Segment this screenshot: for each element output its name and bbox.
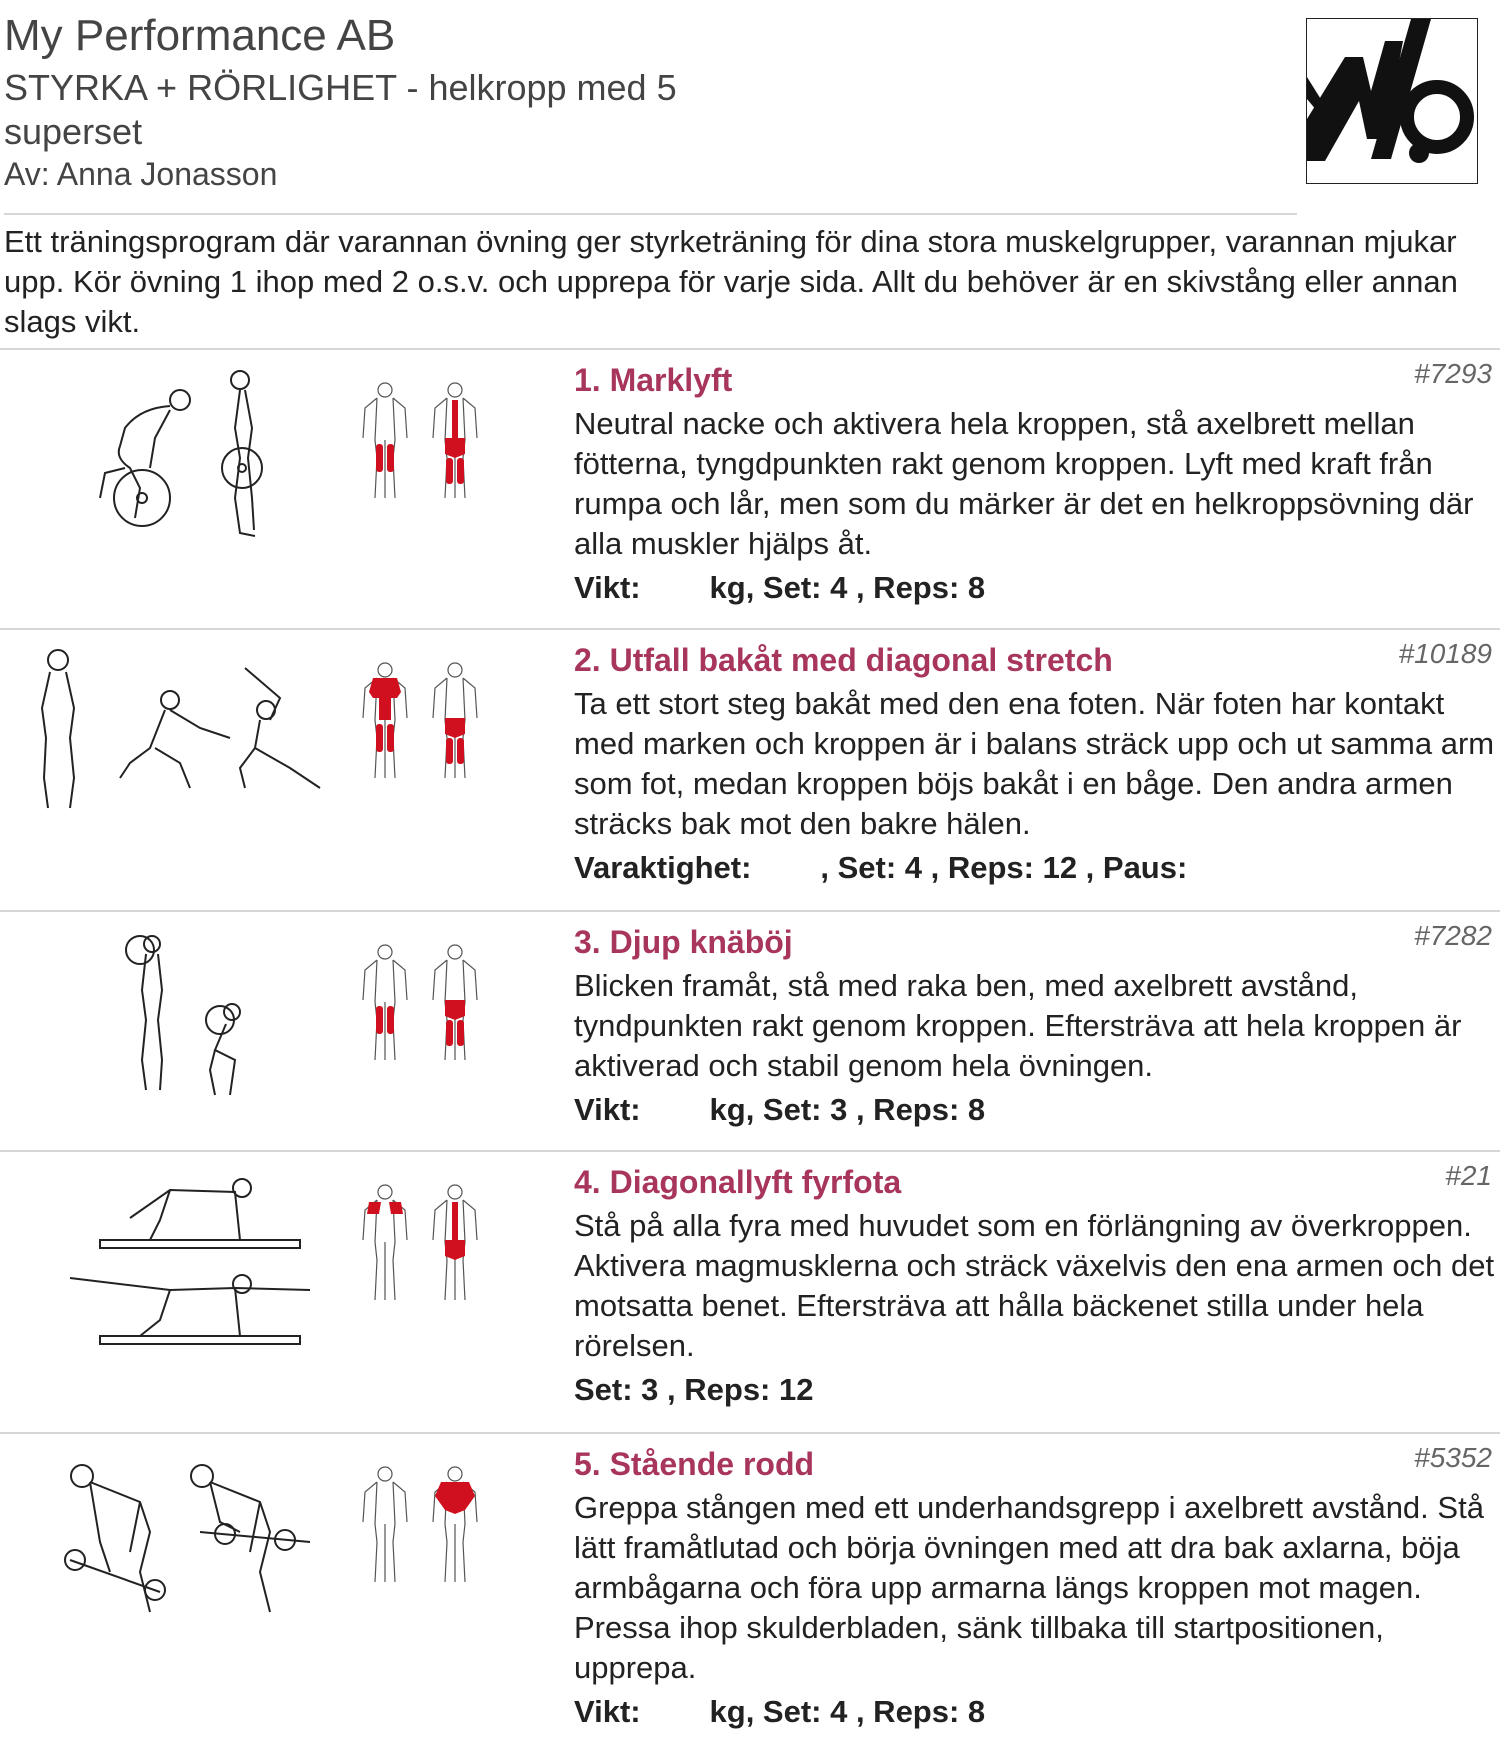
exercise-text [574,1440,1498,1732]
exercise-divider [0,1150,1500,1152]
muscle-map-core-legs-icon [355,658,495,798]
bent-over-row-illustration-icon [30,1442,330,1692]
exercise-params: Vikt: kg, Set: 3 , Reps: 8 [574,1092,986,1127]
exercise-item [0,1150,1500,1432]
exercise-item [0,348,1500,628]
exercise-divider [0,1432,1500,1434]
exercise-id: #7293 [1414,358,1492,389]
exercise-title: 5. Stående rodd [574,1446,815,1482]
exercise-id: #21 [1445,1160,1492,1191]
muscle-map-shoulders-back-icon [355,1180,495,1320]
bird-dog-illustration-icon [30,1160,330,1410]
exercise-title: 3. Djup knäböj [574,924,793,960]
exercise-divider [0,628,1500,630]
deadlift-illustration-icon [30,358,330,608]
exercise-text [574,1158,1498,1410]
program-author: Av: Anna Jonasson [4,156,278,192]
my-logo-icon [1306,18,1478,184]
muscle-map-legs-glutes-icon [355,940,495,1080]
exercise-params: Vikt: kg, Set: 4 , Reps: 8 [574,1694,986,1729]
exercise-description: Greppa stången med ett underhandsgrepp i axelbrett avstånd. Stå lätt framåtlutad och börja övningen med att dra bak axlarna, böja armbågarna och föra upp armarna längs kroppen mot magen. Pressa ihop skulderbladen, sänk tillbaka till startpositionen, upprepa. [574,1490,1484,1685]
exercise-divider [0,910,1500,912]
exercise-text [574,636,1498,888]
exercise-item [0,1432,1500,1738]
exercise-text [574,356,1498,608]
company-name: My Performance AB [4,11,396,60]
exercise-params: Varaktighet: , Set: 4 , Reps: 12 , Paus: [574,850,1188,885]
exercise-title: 2. Utfall bakåt med diagonal stretch [574,642,1113,678]
lunge-stretch-illustration-icon [30,638,330,888]
exercise-title: 1. Marklyft [574,362,733,398]
exercise-params: Vikt: kg, Set: 4 , Reps: 8 [574,570,986,605]
exercise-item [0,910,1500,1150]
exercise-id: #7282 [1414,920,1492,951]
exercise-divider [0,348,1500,350]
exercise-params: Set: 3 , Reps: 12 [574,1372,814,1407]
exercise-item [0,628,1500,910]
exercise-title: 4. Diagonallyft fyrfota [574,1164,902,1200]
program-title: STYRKA + RÖRLIGHET - helkropp med 5 superset [4,67,677,152]
exercise-description: Blicken framåt, stå med raka ben, med axelbrett avstånd, tyndpunkten rakt genom kroppen. Eftersträva att hela kroppen är aktiverad och stabil genom hela övningen. [574,968,1462,1083]
exercise-id: #5352 [1414,1442,1492,1473]
muscle-map-upper-back-icon [355,1462,495,1602]
exercise-text [574,918,1498,1130]
exercise-description: Neutral nacke och aktivera hela kroppen, stå axelbrett mellan fötterna, tyngdpunkten rakt genom kroppen. Lyft med kraft från rumpa och lår, men som du märker är det en helkroppsövning där alla muskler hjälps åt. [574,406,1474,561]
exercise-description: Ta ett stort steg bakåt med den ena foten. När foten har kontakt med marken och kroppen är i balans sträck upp och ut samma arm som fot, medan kroppen böjs bakåt i en båge. Den andra armen sträcks bak mot den bakre hälen. [574,686,1495,841]
program-intro: Ett träningsprogram där varannan övning ger styrketräning för dina stora muskelgrupper, varannan mjukar upp. Kör övning 1 ihop med 2 o.s.v. och upprepa för varje sida. Allt du behöver är en skivstång eller annan slags vikt. [4,224,1458,339]
exercise-description: Stå på alla fyra med huvudet som en förlängning av överkroppen. Aktivera magmusklerna och sträck växelvis den ena armen och det motsatta benet. Eftersträva att hålla bäckenet stilla under hela rörelsen. [574,1208,1495,1363]
header-divider [4,213,1297,215]
exercise-id: #10189 [1398,638,1492,669]
muscle-map-legs-back-icon [355,378,495,518]
squat-illustration-icon [30,920,330,1170]
page-header [4,6,1294,196]
